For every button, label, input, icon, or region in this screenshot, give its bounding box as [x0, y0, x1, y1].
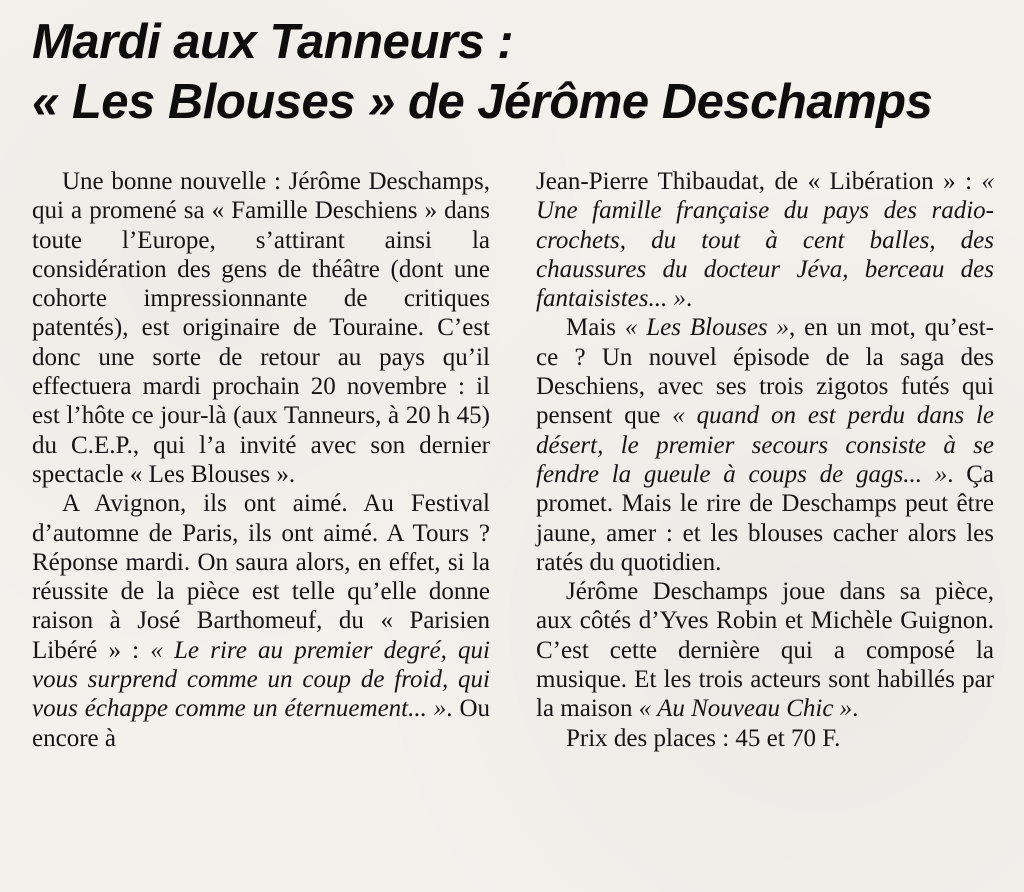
headline-line-1: Mardi aux Tanneurs :: [32, 15, 514, 69]
quote-deschiens: « quand on est perdu dans le désert, le premier secours consiste à se fendre la gueule à coups de gags... »: [536, 402, 994, 488]
paragraph-les-blouses: [536, 313, 994, 577]
paragraph-thibaudat: [536, 167, 994, 313]
article-column-left: [32, 167, 490, 753]
paragraph-text: .: [686, 285, 693, 313]
paragraph-prices: Prix des places : 45 et 70 F.: [566, 724, 841, 752]
headline-line-2: « Les Blouses » de Jérôme Deschamps: [32, 75, 933, 129]
paragraph-text: .: [852, 695, 859, 723]
paragraph-text: , en un mot, qu’est-ce ? Un nouvel épisode de la saga des Deschiens, avec ses trois zigotos futés qui pensent que: [536, 314, 994, 430]
headline: [32, 12, 1012, 132]
paragraph-text: Jean-Pierre Thibaudat, de « Libération » :: [536, 168, 982, 195]
show-title: « Les Blouses »: [624, 314, 790, 342]
article-column-right: [536, 167, 994, 753]
paragraph-text: . Ou encore à: [32, 695, 490, 752]
shop-name: « Au Nouveau Chic »: [638, 695, 853, 723]
paragraph-avignon: [32, 489, 490, 753]
quote-barthomeuf: « Le rire au premier degré, qui vous surprend comme un coup de froid, qui vous échappe comme un éternuement... »: [32, 636, 490, 723]
paragraph-text: Mais: [566, 314, 625, 342]
paragraph-text: Jérôme Deschamps joue dans sa pièce, aux côtés d’Yves Robin et Michèle Guignon. C’est cette dernière qui a composé la musique. Et les trois acteurs sont habillés par la maison: [536, 578, 994, 723]
paragraph-cast: [536, 577, 994, 723]
paragraph-text: . Ça promet. Mais le rire de Deschamps peut être jaune, amer : et les blouses cacher alors les ratés du quotidien.: [536, 460, 994, 576]
paragraph-intro: Une bonne nouvelle : Jérôme Deschamps, qui a promené sa « Famille Deschiens » dans toute l’Europe, s’attirant ainsi la considération des gens de théâtre (dont une cohorte impressionnante de critiques patentés), est originaire de Touraine. C’est donc une sorte de retour au pays qu’il effectuera mardi prochain 20 novembre : il est l’hôte ce jour-là (aux Tanneurs, à 20 h 45) du C.E.P., qui l’a invité avec son dernier spectacle « Les Blouses ».: [32, 168, 490, 488]
paragraph-text: A Avignon, ils ont aimé. Au Festival d’automne de Paris, ils ont aimé. A Tours ? Réponse mardi. On saura alors, en effet, si la réussite de la pièce est telle qu’elle donne raison à José Barthomeuf, du « Parisien Libéré » :: [32, 490, 490, 664]
quote-thibaudat: « Une famille française du pays des radio-crochets, du tout à cent balles, des chaussures du docteur Jéva, berceau des fantaisistes... »: [536, 168, 994, 313]
